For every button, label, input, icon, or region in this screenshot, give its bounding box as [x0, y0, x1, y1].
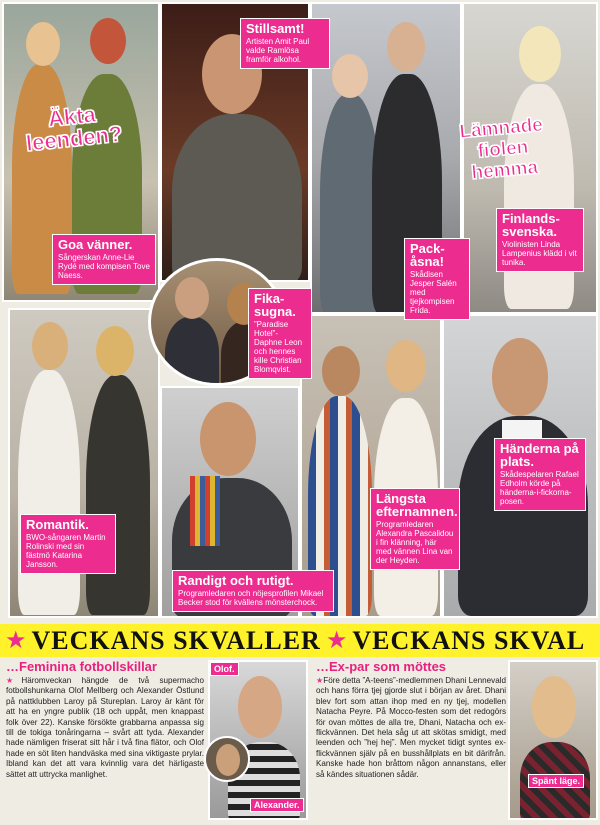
star-icon: ★	[325, 626, 348, 654]
article-ex-par	[316, 660, 506, 780]
caption-handerna	[494, 438, 586, 511]
caption-stillsamt	[240, 18, 330, 69]
caption-goa-vanner	[52, 234, 156, 285]
caption-langsta	[370, 488, 460, 570]
article-heading: …Ex-par som möttes	[316, 659, 447, 674]
overlay-akta-leenden: Äkta leenden?	[24, 101, 124, 156]
star-icon: ★	[5, 626, 27, 654]
star-icon: ★	[6, 676, 22, 685]
caption-fikasugna	[248, 288, 312, 379]
article-body: ★Före detta ”A-teens”-medlemmen Dhani Lennevald och hans förra tjej gjorde slut i början av året. Dhani blev fort som attan ihop med en ny tjej, modellen Natacha Peyre. På Mocco-festen som det redogörs för ovan möttes de alla tre, Dhani, Natacha och ex-flickvännen. Det hela såg ut att skötas smidigt, med leenden och ”hej hej”. Men mycket tidigt syntes ex-flickvännen själv på en busshållplats en bit därifrån. Kanske hade hon bråttom någon annanstans, eller så kändes situationen sådär.	[316, 676, 506, 779]
tag-spant-lage: Spänt läge.	[528, 774, 584, 788]
caption-text: ”Paradise Hotel”-Daphne Leon och hennes kille Christian Blomqvist.	[254, 320, 303, 374]
photo-alexander	[204, 736, 250, 782]
banner-title-2: VECKANS SKVAL	[352, 625, 586, 655]
tag-alexander: Alexander.	[250, 798, 304, 812]
overlay-lamnade-fiolen: Lämnade fiolen hemma	[458, 114, 544, 184]
caption-title: Randigt och rutigt.	[178, 573, 294, 588]
banner-title-1: VECKANS SKVALLER	[31, 625, 321, 655]
caption-title: Romantik.	[26, 517, 89, 532]
caption-text: Programledaren Alexandra Pascalidou i fin klänning, här med vännen Lina van der Heyden.	[376, 520, 454, 565]
caption-title: Pack-åsna!	[410, 241, 445, 269]
caption-text: BWO-sångaren Martin Rolinski med sin fästmö Katarina Jansson.	[26, 533, 106, 569]
caption-text: Violinisten Linda Lampenius klädd i vit tunika.	[502, 240, 577, 267]
caption-text: Skådisen Jesper Salén med tjejkompisen Frida.	[410, 270, 457, 315]
caption-romantik	[20, 514, 116, 574]
caption-title: Finlands-svenska.	[502, 211, 560, 239]
caption-text: Artisten Amit Paul valde Ramlösa framför alkohol.	[246, 37, 310, 64]
star-icon: ★	[316, 676, 324, 685]
caption-title: Längsta efternamnen.	[376, 491, 458, 519]
article-feminina	[6, 660, 204, 780]
article-body: ★Häromveckan hängde de två supermacho fotbollshunkarna Olof Mellberg och Alexander Östlund på nattklubben Laroy på Stureplan. Laroy är känt för att ha en yngre publik (18 och uppåt, men knappast folk över 22). Kanske försökte grabbarna anpassa sig till de tokiga tonåringarna – svårt att tyda. Alexander hade nämligen friserat sitt hår i två fina flätor, och Olof hade en söt liten handväska med sina viktigaste prylar. Ibland kan det att vara kvinnlig vara det härligaste sättet att uttrycka manlighet.	[6, 676, 204, 779]
caption-text: Skådespelaren Rafael Edholm körde på händerna-i-fickorna-posen.	[500, 470, 579, 506]
caption-title: Goa vänner.	[58, 237, 133, 252]
caption-randigt	[172, 570, 334, 612]
caption-text: Programledaren och nöjesprofilen Mikael Becker stod för kvällens mönsterchock.	[178, 589, 324, 607]
caption-text: Sångerskan Anne-Lie Rydé med kompisen Tove Naess.	[58, 253, 150, 280]
article-heading: …Feminina fotbollskillar	[6, 659, 157, 674]
caption-title: Händerna på plats.	[500, 441, 579, 469]
caption-title: Stillsamt!	[246, 21, 305, 36]
caption-packasna	[404, 238, 470, 320]
caption-finlands	[496, 208, 584, 272]
tag-olof: Olof.	[210, 662, 239, 676]
caption-title: Fika-sugna.	[254, 291, 296, 319]
photo-dhani	[508, 660, 598, 820]
section-banner	[0, 624, 600, 657]
